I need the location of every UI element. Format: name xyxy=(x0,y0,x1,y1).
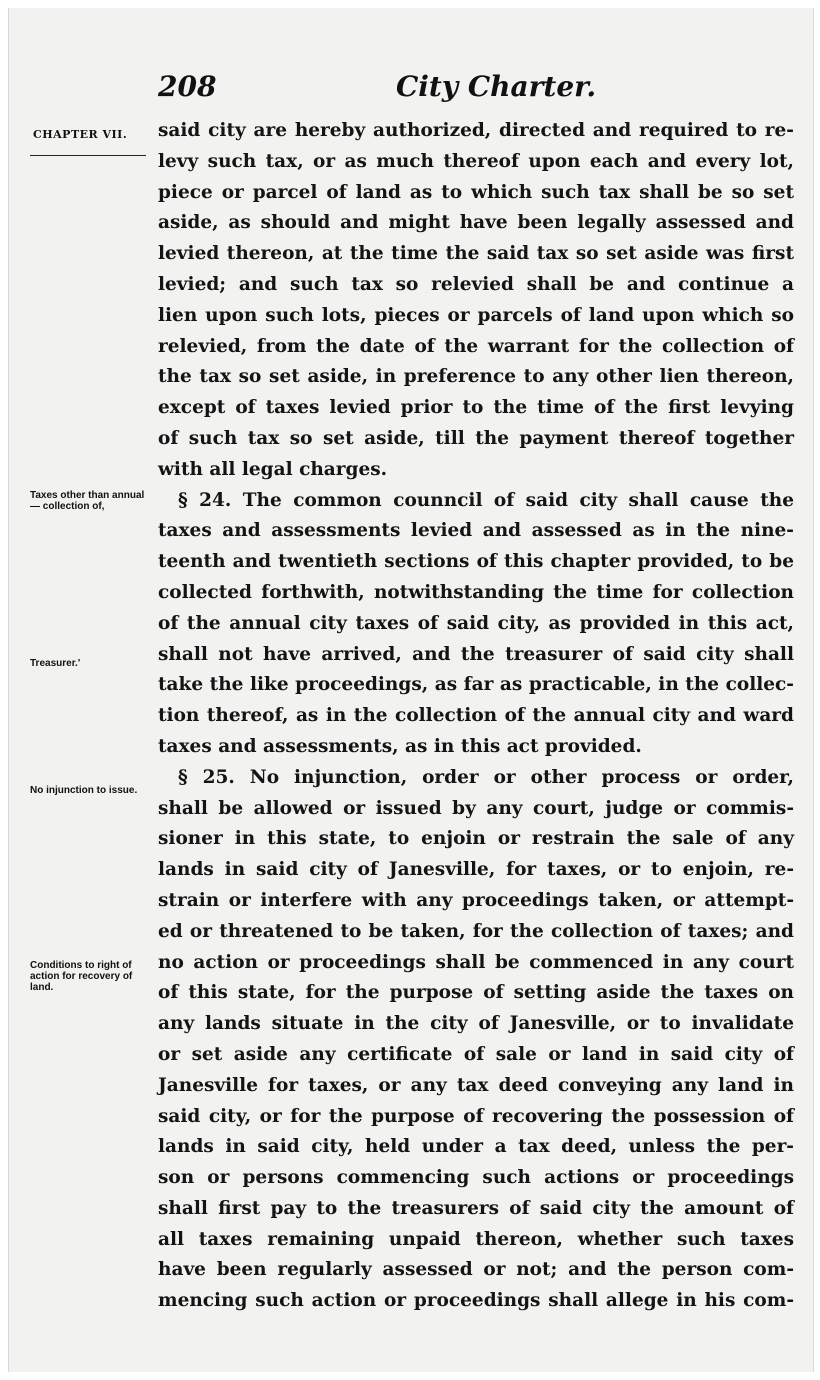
text-line: with all legal charges. xyxy=(158,458,388,480)
text-line: shall not have arrived, and the treasurer of said city shall xyxy=(158,643,794,665)
chapter-rule xyxy=(30,155,146,156)
text-line: of such tax so set aside, till the payment thereof together xyxy=(158,427,794,449)
running-title: City Charter. xyxy=(396,70,597,103)
text-line: strain or interfere with any proceedings taken, or attempt- xyxy=(158,889,794,911)
text-line: all taxes remaining unpaid thereon, whether such taxes xyxy=(158,1228,794,1250)
text-line: levied thereon, at the time the said tax so set aside was first xyxy=(158,243,794,265)
text-line: mencing such action or proceedings shall allege in his com- xyxy=(158,1290,794,1312)
text-line: lands in said city of Janesville, for taxes, or to enjoin, re- xyxy=(158,859,794,881)
text-line: levied; and such tax so relevied shall be and continue a xyxy=(158,273,794,295)
text-line: Janesville for taxes, or any tax deed conveying any land in xyxy=(158,1074,794,1096)
marginal-note-treasurer: Treasurer.' xyxy=(30,658,81,669)
text-line: aside, as should and might have been legally assessed and xyxy=(158,212,794,234)
text-line: said city are hereby authorized, directed and required to re- xyxy=(158,120,794,141)
text-line: son or persons commencing such actions or proceedings xyxy=(158,1167,794,1189)
text-line: take the like proceedings, as far as practicable, in the collec- xyxy=(158,674,794,696)
text-line: lands in said city, held under a tax deed, unless the per- xyxy=(158,1136,794,1158)
text-line: shall first pay to the treasurers of said city the amount of xyxy=(158,1197,794,1219)
text-line: the tax so set aside, in preference to any other lien thereon, xyxy=(158,366,794,388)
text-line: except of taxes levied prior to the time of the first levying xyxy=(158,397,794,419)
body-text xyxy=(158,116,794,1317)
marginal-note-no-injunction: No injunction to issue. xyxy=(30,785,138,796)
text-line: taxes and assessments levied and assessed as in the nine- xyxy=(158,520,794,542)
text-line: any lands situate in the city of Janesville, or to invalidate xyxy=(158,1013,794,1035)
marginal-note-taxes-other-than-annual: Taxes other than annual — collection of, xyxy=(30,490,145,512)
text-line: of the annual city taxes of said city, as provided in this act, xyxy=(158,612,794,634)
section-24-start: § 24. The common counncil of said city shall cause the xyxy=(178,489,794,511)
text-line: said city, or for the purpose of recovering the possession of xyxy=(158,1105,794,1127)
marginal-note-conditions-to-right-of-action: Conditions to right of action for recovery of land. xyxy=(30,960,133,993)
section-25-start: § 25. No injunction, order or other process or order, xyxy=(178,766,794,788)
text-line: shall be allowed or issued by any court, judge or commis- xyxy=(158,797,794,819)
text-line: levy such tax, or as much thereof upon each and every lot, xyxy=(158,150,794,172)
text-line: ed or threatened to be taken, for the collection of taxes; and xyxy=(158,920,794,942)
text-line: piece or parcel of land as to which such tax shall be so set xyxy=(158,181,794,203)
text-line: of this state, for the purpose of setting aside the taxes on xyxy=(158,982,794,1004)
text-line: collected forthwith, notwithstanding the time for collection xyxy=(158,581,794,603)
text-line: sioner in this state, to enjoin or restrain the sale of any xyxy=(158,828,794,850)
text-line: lien upon such lots, pieces or parcels of land upon which so xyxy=(158,304,794,326)
text-line: or set aside any certificate of sale or land in said city of xyxy=(158,1043,794,1065)
chapter-label: CHAPTER VII. xyxy=(33,128,128,141)
text-line: taxes and assessments, as in this act provided. xyxy=(158,735,642,757)
text-line: tion thereof, as in the collection of the annual city and ward xyxy=(158,705,794,727)
text-line: teenth and twentieth sections of this chapter provided, to be xyxy=(158,551,794,573)
page-header xyxy=(0,70,820,110)
text-line: relevied, from the date of the warrant for the collection of xyxy=(158,335,794,357)
text-line: no action or proceedings shall be commenced in any court xyxy=(158,951,794,973)
page-number: 208 xyxy=(158,70,217,103)
text-line: have been regularly assessed or not; and the person com- xyxy=(158,1259,794,1281)
